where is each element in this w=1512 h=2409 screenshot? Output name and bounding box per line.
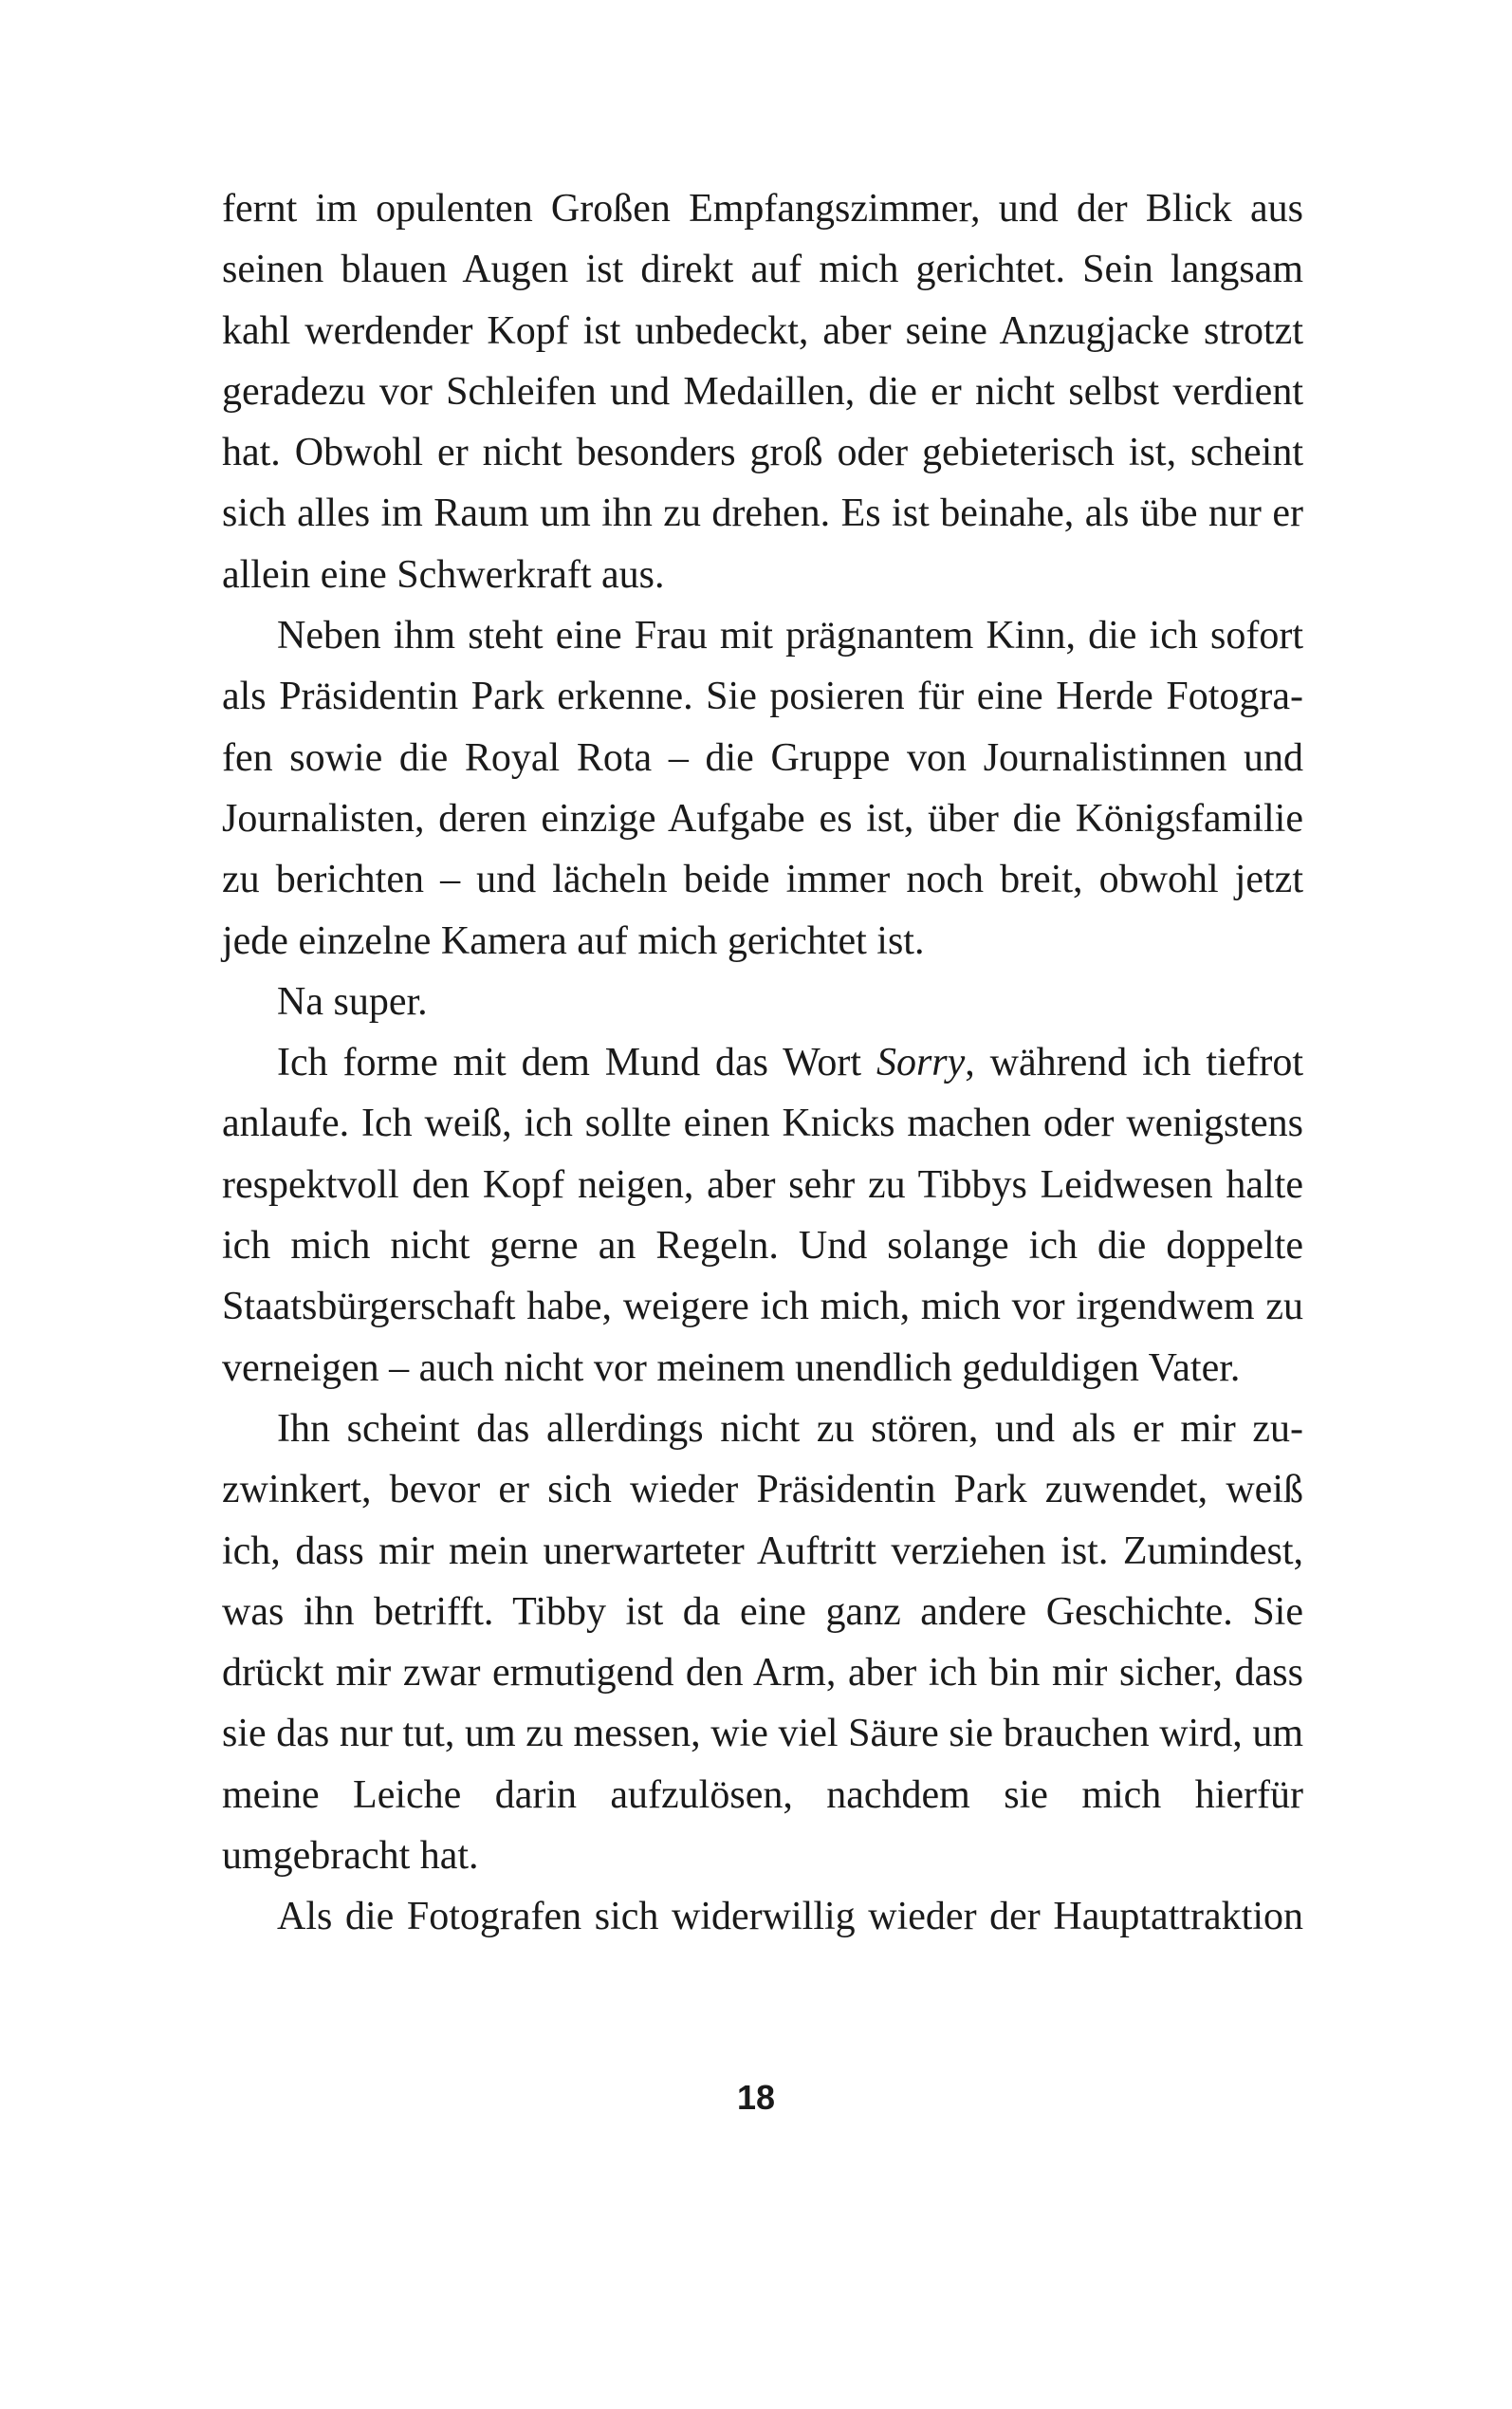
paragraph-2: Neben ihm steht eine Frau mit prägnantem Kinn, die ich sofort als Präsidentin Park erkenne. Sie posieren für eine Herde Fotografen sowie die Royal Rota – die Gruppe von Journalistinnen und Journalisten, deren einzige Aufgabe es ist, über die Königsfamilie zu berichten – und lächeln beide immer noch breit, obwohl jetzt jede einzelne Kamera auf mich gerichtet ist. <box>222 614 1303 963</box>
paragraph-4-start: Ich forme mit dem Mund das Wort <box>277 1041 876 1085</box>
paragraph-3: Na super. <box>277 979 428 1024</box>
paragraph-1: fernt im opulenten Großen Empfangszimmer, und der Blick aus seinen blauen Augen ist direkt auf mich gerichtet. Sein langsam kahl werdender Kopf ist unbedeckt, aber seine Anzugjacke strotzt geradezu vor Schleifen und Medaillen, die er nicht selbst verdient hat. Obwohl er nicht besonders groß oder gebieterisch ist, scheint sich alles im Raum um ihn zu drehen. Es ist beinahe, als übe nur er allein eine Schwerkraft aus. <box>222 187 1303 597</box>
paragraph-4 <box>222 1032 1303 1399</box>
page-number: 18 <box>736 2078 776 2117</box>
paragraph-5: Ihn scheint das allerdings nicht zu stören, und als er mir zuzwinkert, bevor er sich wieder Präsidentin Park zuwendet, weiß ich, dass mir mein unerwarteter Auftritt verziehen ist. Zumindest, was ihn betrifft. Tibby ist da eine ganz andere Geschichte. Sie drückt mir zwar ermutigend den Arm, aber ich bin mir sicher, dass sie das nur tut, um zu messen, wie viel Säure sie brauchen wird, um meine Leiche darin aufzulösen, nachdem sie mich hierfür umgebracht hat. <box>222 1406 1303 1879</box>
emphasized-word: Sorry <box>876 1041 966 1085</box>
paragraph-4-rest: , während ich tiefrot anlaufe. Ich weiß, ich sollte einen Knicks machen oder wenigstens respektvoll den Kopf neigen, aber sehr zu Tibbys Leidwesen halte ich mich nicht gerne an Regeln. Und solange ich die doppelte Staatsbürgerschaft habe, weigere ich mich, mich vor irgendwem zu verneigen – auch nicht vor meinem unendlich geduldigen Vater. <box>222 1041 1303 1390</box>
paragraph-6: Als die Fotografen sich widerwillig wieder der Hauptattraktion <box>277 1895 1303 1939</box>
book-page-text <box>222 178 1303 1948</box>
